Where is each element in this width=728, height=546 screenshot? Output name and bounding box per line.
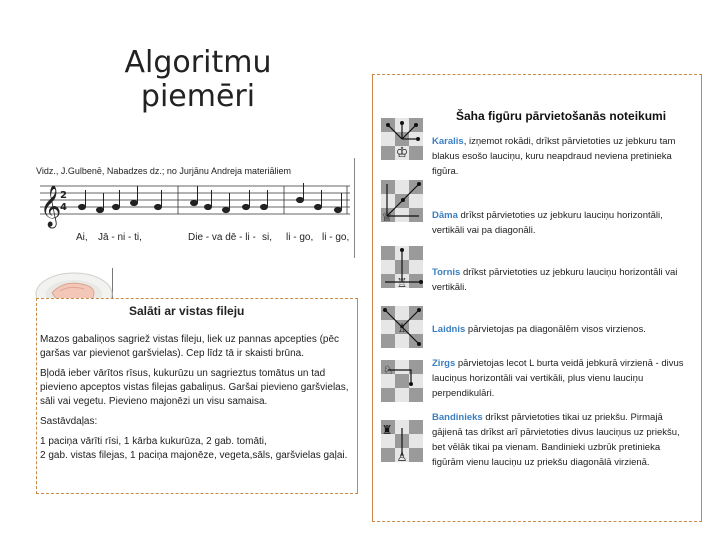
svg-text:♗: ♗ — [396, 321, 408, 335]
piece-name-pawn: Bandinieks — [432, 412, 483, 423]
slide-title — [108, 46, 288, 114]
lyric: Die - va dē - li - — [188, 232, 256, 243]
svg-text:2: 2 — [60, 190, 67, 201]
svg-text:♔: ♔ — [395, 145, 409, 160]
recipe-box — [36, 298, 358, 494]
recipe-title: Salāti ar vistas fileju — [129, 304, 245, 318]
piece-name-king: Karalis — [432, 136, 464, 147]
svg-text:♙: ♙ — [396, 450, 408, 462]
chess-title: Šaha figūru pārvietošanās noteikumi — [456, 109, 667, 123]
bishop-board-icon — [381, 306, 423, 348]
rule-rook — [432, 265, 694, 295]
piece-name-rook: Tornis — [432, 267, 461, 278]
rule-text: drīkst pārvietoties uz jebkuru lauciņu horizontāli vai vertikāli. — [432, 267, 678, 293]
svg-text:♜: ♜ — [381, 423, 393, 437]
queen-board-icon — [381, 180, 423, 222]
recipe-body — [40, 333, 354, 469]
lyric: li - go, — [322, 232, 350, 243]
ingredients-heading: Sastāvdaļas: — [40, 416, 98, 427]
pawn-board-icon — [381, 420, 423, 462]
piece-name-queen: Dāma — [432, 210, 458, 221]
rule-text: , izņemot rokādi, drīkst pārvietoties uz jebkuru tam blakus esošo lauciņu, kuru neapdraud neviena pretinieka figūra. — [432, 136, 676, 177]
treble-clef-icon: 𝄞 — [40, 186, 62, 227]
rule-text: pārvietojas lecot L burta veidā jebkurā virzienā - divus lauciņus horizontāli vai vertikāli, plus vienu lauciņu perpendikulāri. — [432, 358, 684, 399]
title-line-1: Algoritmu — [124, 45, 272, 80]
rule-knight — [432, 356, 694, 401]
rook-board-icon — [381, 246, 423, 288]
ingredients-line-2: 2 gab. vistas filejas, 1 paciņa majonēze, vegeta,sāls, garšvielas gaļai. — [40, 450, 348, 461]
lyric: Ai, — [76, 232, 88, 243]
rule-text: drīkst pārvietoties tikai uz priekšu. Pirmajā gājienā tas drīkst arī pārvietoties divus lauciņus uz priekšu, bet vēlāk tikai pa vienam. Bandinieki uzbrūk pretinieka figūrām vienu lauciņu uz priekšu diagonālā virzienā. — [432, 412, 680, 468]
rule-bishop — [432, 322, 694, 337]
title-line-2: piemēri — [140, 79, 256, 114]
svg-text:4: 4 — [60, 202, 67, 213]
king-board-icon — [381, 118, 423, 160]
ingredients-line-1: 1 paciņa vārīti rīsi, 1 kārba kukurūza, 2 gab. tomāti, — [40, 436, 267, 447]
rule-text: drīkst pārvietoties uz jebkuru lauciņu horizontāli, vertikāli vai pa diagonāli. — [432, 210, 663, 236]
music-caption: Vidz., J.Gulbenē, Nabadzes dz.; no Jurjānu Andreja materiāliem — [36, 166, 291, 176]
knight-board-icon — [381, 360, 423, 402]
lyric: si, — [262, 232, 272, 243]
svg-text:♖: ♖ — [396, 276, 408, 288]
lyric: li - go, — [286, 232, 314, 243]
piece-name-knight: Zirgs — [432, 358, 456, 369]
lyric: Jā - ni - ti, — [98, 232, 142, 243]
rule-pawn — [432, 410, 694, 470]
recipe-step-1: Mazos gabaliņos sagriež vistas fileju, liek uz pannas apcepties (pēc garšas var pievienot garšvielas). Cep līdz tā ir skaisti brūna. — [40, 334, 340, 359]
music-sheet — [36, 158, 355, 258]
music-staff — [36, 176, 354, 232]
svg-text:♘: ♘ — [382, 363, 394, 377]
piece-name-bishop: Laidnis — [432, 324, 466, 335]
recipe-step-2: Bļodā ieber vārītos rīsus, kukurūzu un sagrieztus tomātus un tad pievieno apceptos vistas filejas gabaliņus. Garšai pievieno garšvielas, sāli vai vegetu. Pievieno majonēzi un visu samaisa. — [40, 368, 349, 407]
rule-text: pārvietojas pa diagonālēm visos virzienos. — [465, 324, 646, 335]
svg-text:♕: ♕ — [381, 210, 393, 222]
rule-queen — [432, 208, 694, 238]
rule-king — [432, 134, 694, 179]
